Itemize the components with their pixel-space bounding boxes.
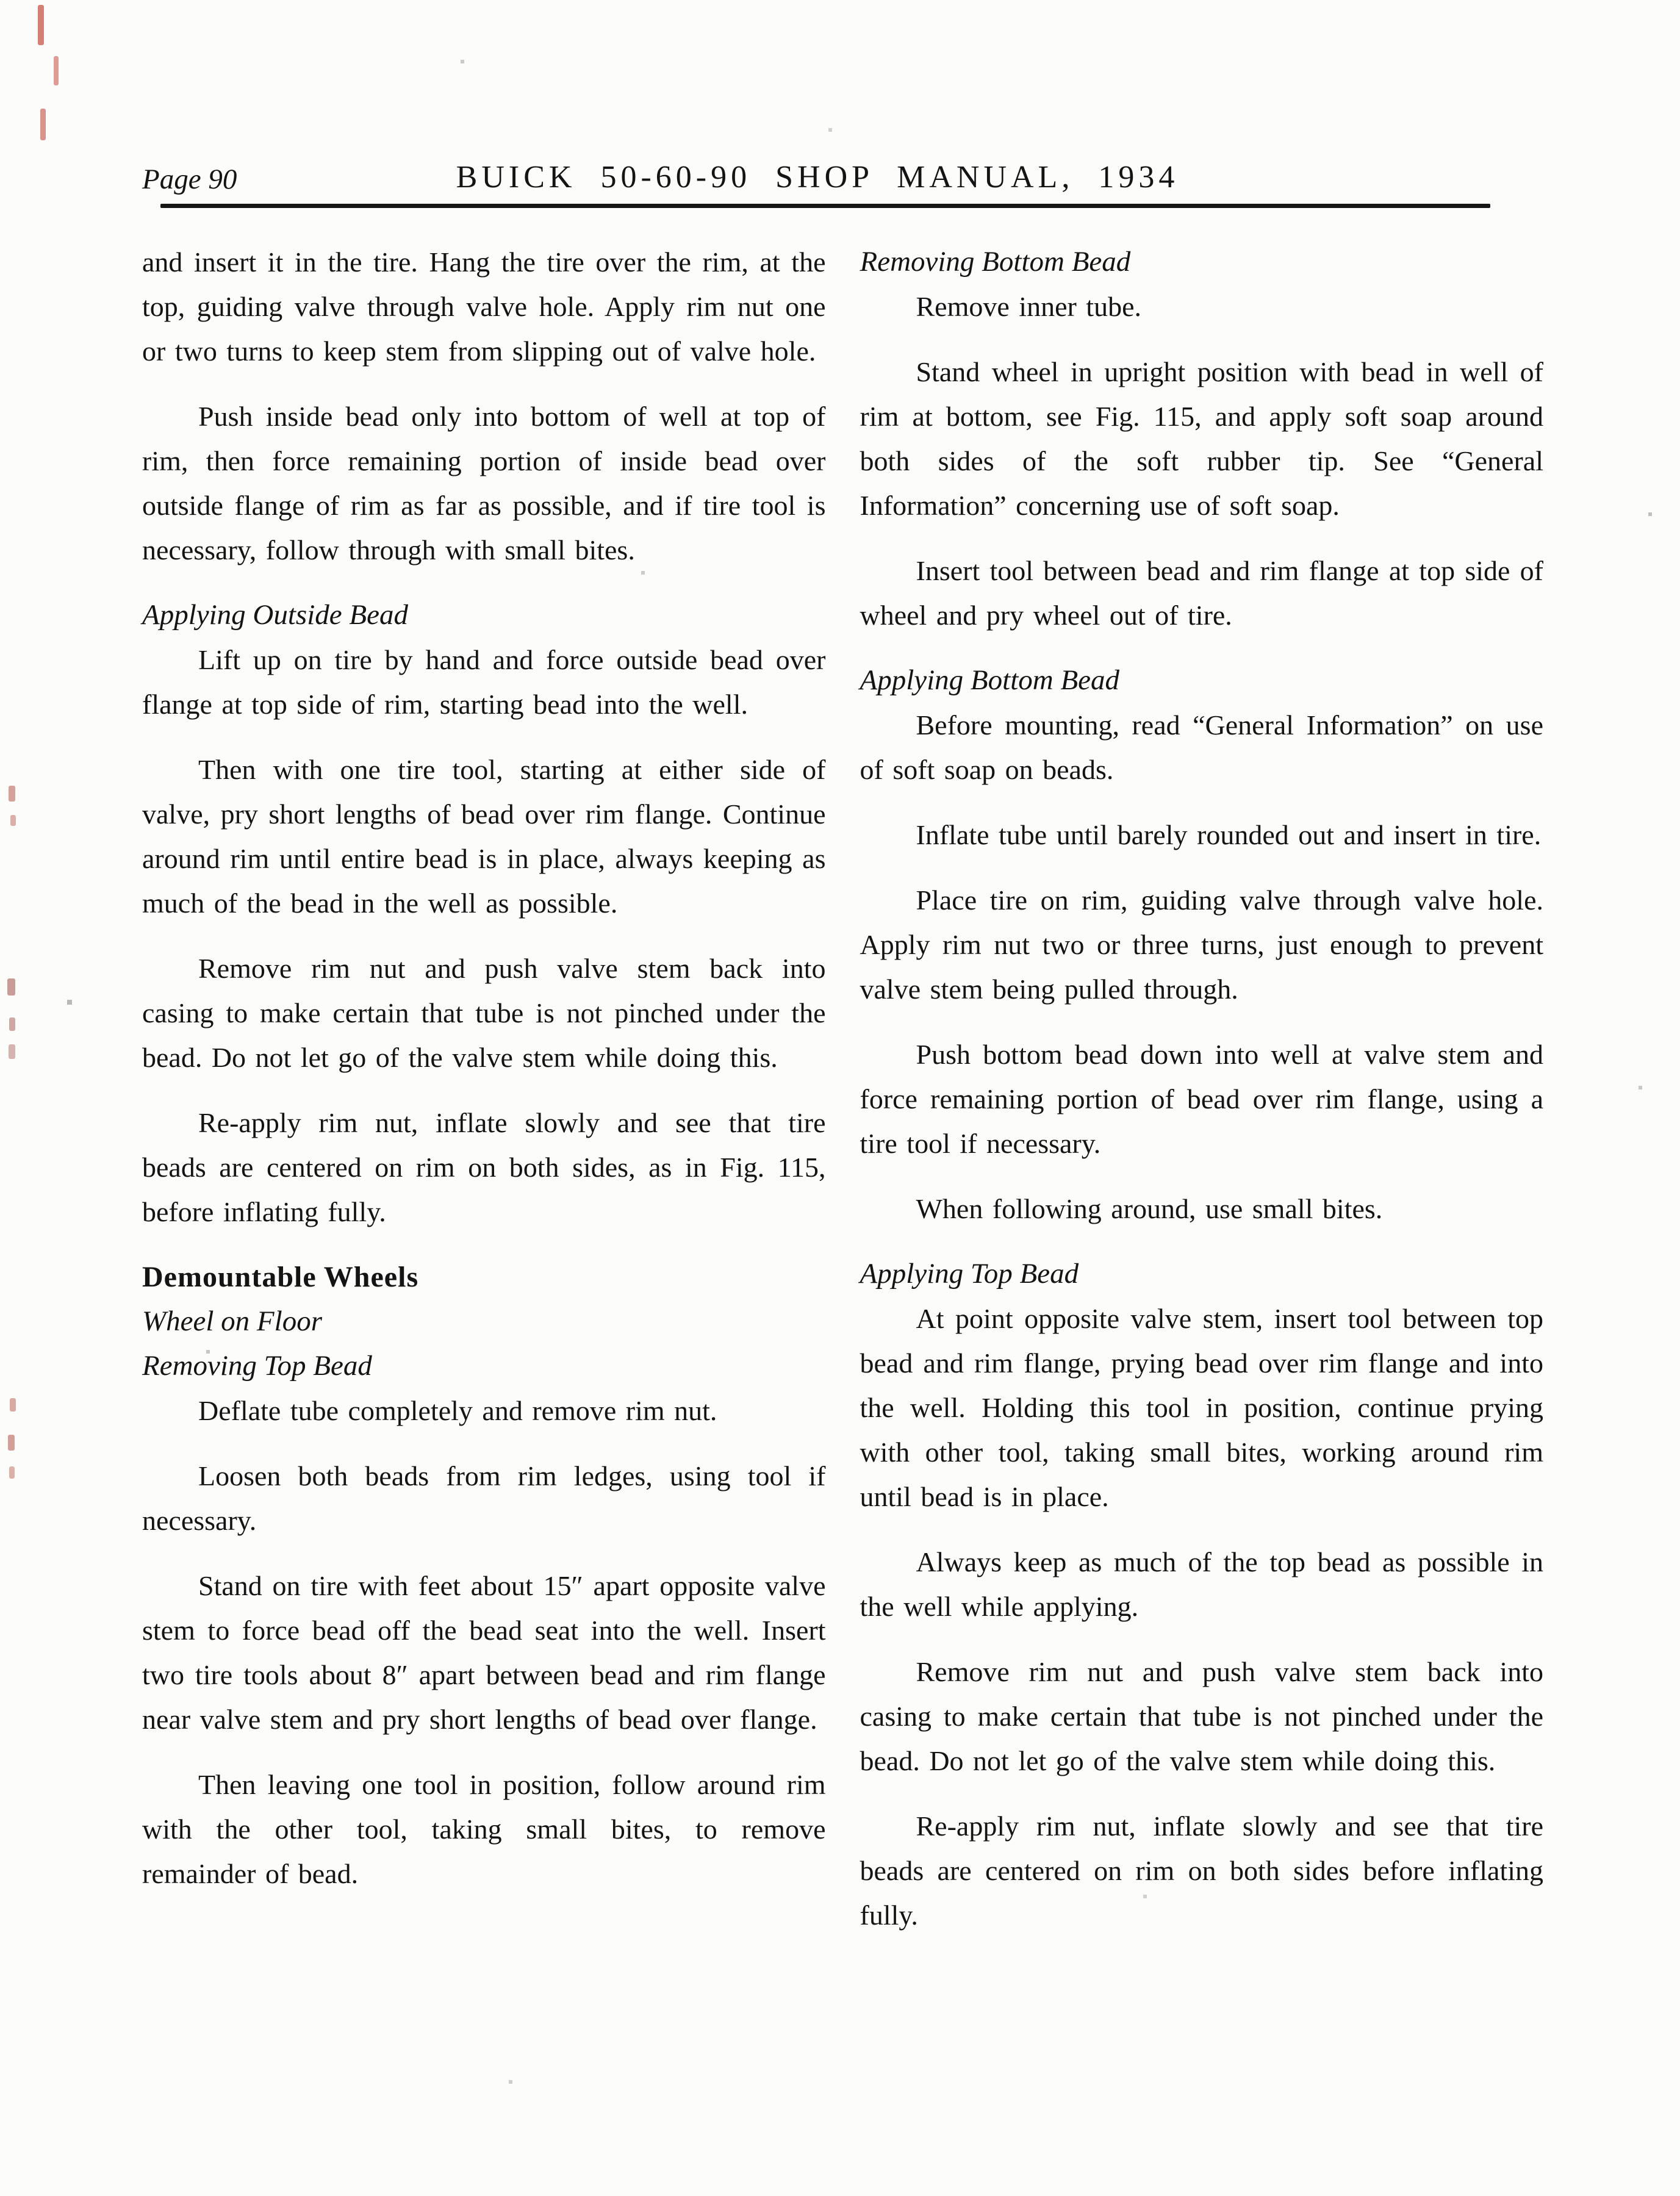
scan-artifact-red-dash — [38, 5, 44, 45]
paragraph: At point opposite valve stem, insert tool between top bead and rim flange, prying bead over rim flange and into the well. Holding this tool in position, continue prying with other tool, taking small bites, working around rim until bead is in place. — [860, 1303, 1543, 1512]
heading-removing-top-bead: Removing Top Bead — [142, 1350, 372, 1382]
paragraph: Remove rim nut and push valve stem back into casing to make certain that tube is not pinched under the bead. Do not let go of the valve stem while doing this. — [142, 953, 826, 1073]
scan-artifact-red-dash — [10, 815, 16, 826]
paragraph: Inflate tube until barely rounded out and insert in tire. — [916, 819, 1542, 850]
paragraph: Stand wheel in upright position with bead in well of rim at bottom, see Fig. 115, and apply soft soap around both sides of the soft rubber tip. See “General Information” concerning use of soft soap. — [860, 356, 1543, 521]
paragraph: Then leaving one tool in position, follow around rim with the other tool, taking small bites, to remove remainder of bead. — [142, 1769, 826, 1889]
paragraph-continuation: and insert it in the tire. Hang the tire over the rim, at the top, guiding valve through valve hole. Apply rim nut one or two turns to keep stem from slipping out of valve hole. — [142, 246, 826, 367]
scan-artifact-red-dash — [54, 56, 59, 85]
paragraph: Place tire on rim, guiding valve through valve hole. Apply rim nut two or three turns, just enough to prevent valve stem being pulled through. — [860, 884, 1543, 1005]
paragraph: Always keep as much of the top bead as possible in the well while applying. — [860, 1546, 1543, 1622]
scan-artifact-red-dash — [9, 1044, 15, 1059]
scan-artifact-red-dash — [9, 1017, 15, 1031]
page-title: BUICK 50-60-90 SHOP MANUAL, 1934 — [456, 160, 1179, 195]
scan-artifact-red-dash — [9, 1466, 15, 1479]
paragraph: Remove inner tube. — [916, 291, 1142, 322]
heading-removing-bottom-bead: Removing Bottom Bead — [860, 246, 1131, 278]
text-columns — [142, 240, 1543, 1958]
heading-demountable-wheels: Demountable Wheels — [142, 1261, 419, 1293]
paragraph: Before mounting, read “General Information” on use of soft soap on beads. — [860, 709, 1543, 785]
paragraph: Push inside bead only into bottom of well at top of rim, then force remaining portion of inside bead over outside flange of rim as far as possible, and if tire tool is necessary, follow through with small bites. — [142, 401, 826, 565]
paragraph: Insert tool between bead and rim flange at top side of wheel and pry wheel out of tire. — [860, 555, 1543, 631]
heading-wheel-on-floor: Wheel on Floor — [142, 1305, 322, 1337]
right-column — [860, 240, 1544, 1958]
paragraph: Stand on tire with feet about 15″ apart opposite valve stem to force bead off the bead seat into the well. Insert two tire tools about 8″ apart between bead and rim flange near valve stem and pry short lengths of bead over flange. — [142, 1570, 826, 1735]
paragraph: Deflate tube completely and remove rim nut. — [198, 1395, 717, 1426]
paragraph: Re-apply rim nut, inflate slowly and see that tire beads are centered on rim on both sides, as in Fig. 115, before inflating fully. — [142, 1107, 826, 1227]
scan-artifact-red-dash — [8, 1435, 15, 1451]
heading-applying-outside-bead: Applying Outside Bead — [142, 599, 408, 631]
scan-artifact-red-dash — [10, 1398, 16, 1412]
scan-artifact-red-dash — [7, 978, 15, 996]
paragraph: Then with one tire tool, starting at either side of valve, pry short lengths of bead over rim flange. Continue around rim until entire bead is in place, always keeping as much of the bead in the well as possible. — [142, 754, 826, 919]
paragraph: When following around, use small bites. — [916, 1193, 1383, 1224]
scan-artifact-red-dash — [9, 786, 15, 802]
heading-applying-bottom-bead: Applying Bottom Bead — [860, 664, 1120, 696]
paragraph: Re-apply rim nut, inflate slowly and see that tire beads are centered on rim on both sides before inflating fully. — [860, 1810, 1543, 1931]
heading-applying-top-bead: Applying Top Bead — [860, 1258, 1079, 1290]
scan-artifact-red-dash — [40, 109, 46, 140]
paragraph: Loosen both beads from rim ledges, using tool if necessary. — [142, 1460, 826, 1536]
paragraph: Lift up on tire by hand and force outside bead over flange at top side of rim, starting bead into the well. — [142, 644, 826, 720]
page-number: Page 90 — [142, 163, 237, 195]
scan-noise-specks — [0, 0, 1, 1]
left-column — [142, 240, 826, 1917]
header-rule — [160, 204, 1490, 208]
paragraph: Push bottom bead down into well at valve stem and force remaining portion of bead over rim flange, using a tire tool if necessary. — [860, 1039, 1543, 1159]
paragraph: Remove rim nut and push valve stem back into casing to make certain that tube is not pinched under the bead. Do not let go of the valve stem while doing this. — [860, 1656, 1543, 1776]
